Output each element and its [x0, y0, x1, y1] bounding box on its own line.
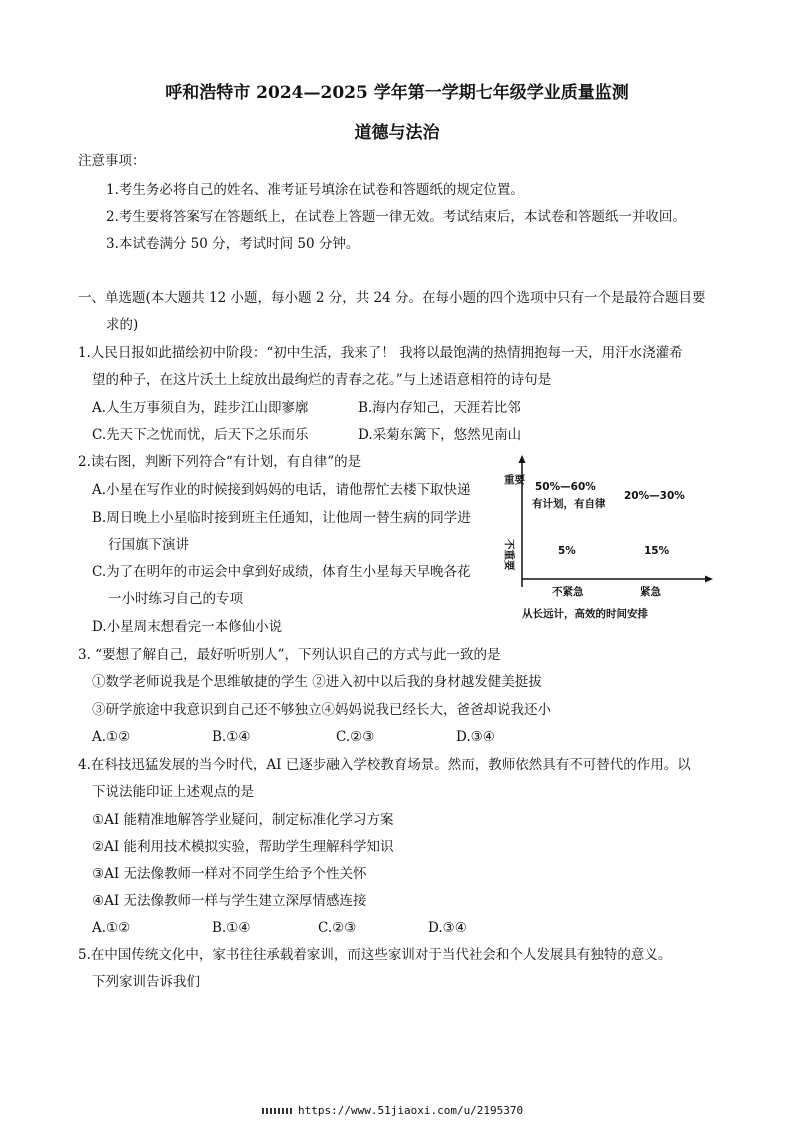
q3-option-a: A.①②	[92, 729, 131, 745]
q5-stem-line2: 下列家训告诉我们	[92, 974, 200, 990]
q5-stem-line1: 5.在中国传统文化中，家书往往承载着家训，而这些家训对于当代社会和个人发展具有独特的意义。	[78, 947, 672, 963]
notice-heading: 注意事项：	[78, 153, 146, 169]
q4-option-b: B.①④	[212, 920, 251, 936]
q4-statement-1: ①AI 能精准地解答学业疑问，制定标准化学习方案	[92, 812, 394, 828]
q3-statement-1-2: ①数学老师说我是个思维敏捷的学生 ②进入初中以后我的身材越发健美挺拔	[92, 674, 542, 690]
time-quadrant-chart	[500, 455, 725, 630]
q2-option-d: D.小星周末想看完一本修仙小说	[92, 619, 283, 635]
exam-title: 呼和浩特市 2024—2025 学年第一学期七年级学业质量监测	[165, 83, 629, 103]
q3-option-b: B.①④	[212, 729, 251, 745]
q1-option-a: A.人生万事须自为，跬步江山即寥廓	[92, 400, 309, 416]
q2-option-c-line1: C.为了在明年的市运会中拿到好成绩，体育生小星每天早晚各花	[92, 564, 471, 580]
q2-stem: 2.读右图，判断下列符合“有计划，有自律”的是	[78, 454, 362, 470]
section-heading-cont: 求的)	[106, 317, 139, 333]
cell-important-not-urgent: 50%—60%	[535, 481, 596, 493]
cell-important-urgent: 20%—30%	[624, 490, 685, 502]
q3-stem: 3. “要想了解自己，最好听听别人”，下列认识自己的方式与此一致的是	[78, 647, 501, 663]
q1-option-d: D.采菊东篱下，悠然见南山	[358, 427, 522, 443]
y-label-important-1: 重要	[504, 474, 525, 486]
cell-unimportant-urgent: 15%	[644, 545, 670, 557]
q2-option-b-line2: 行国旗下演讲	[108, 537, 189, 553]
cell-important-not-urgent-note: 有计划，有自律	[532, 498, 606, 510]
q1-option-c: C.先天下之忧而忧，后天下之乐而乐	[92, 427, 309, 443]
q4-option-d: D.③④	[428, 920, 467, 936]
q4-stem-line2: 下说法能印证上述观点的是	[92, 784, 254, 800]
section-heading: 一、单选题(本大题共 12 小题，每小题 2 分，共 24 分。在每小题的四个选项中只有一个是最符合题目要	[78, 290, 706, 306]
x-axis-arrow	[705, 576, 713, 583]
q4-option-c: C.②③	[318, 920, 357, 936]
q2-option-b-line1: B.周日晚上小星临时接到班主任通知，让他周一替生病的同学进	[92, 510, 471, 526]
subject-title: 道德与法治	[354, 123, 440, 143]
notice-item-3: 3.本试卷满分 50 分，考试时间 50 分钟。	[106, 236, 360, 252]
footer-url: https://www.51jiaoxi.com/u/2195370	[298, 1104, 524, 1117]
q4-statement-3: ③AI 无法像教师一样对不同学生给予个性关怀	[92, 866, 367, 882]
notice-item-2: 2.考生要将答案写在答题纸上，在试卷上答题一律无效。考试结束后，本试卷和答题纸一并收回。	[106, 209, 686, 225]
q1-option-b: B.海内存知己，天涯若比邻	[358, 400, 521, 416]
q2-option-c-line2: 一小时练习自己的专项	[108, 591, 243, 607]
q4-stem-line1: 4.在科技迅猛发展的当今时代，AI 已逐步融入学校教育场景。然而，教师依然具有不可替代的作用。以	[78, 757, 691, 773]
y-label-unimportant: 不重要	[503, 539, 515, 571]
q4-statement-2: ②AI 能利用技术模拟实验，帮助学生理解科学知识	[92, 839, 394, 855]
q1-stem-line1: 1.人民日报如此描绘初中阶段：“初中生活，我来了！ 我将以最饱满的热情拥抱每一天，用汗水浇灌希	[78, 345, 683, 361]
q4-option-a: A.①②	[92, 920, 131, 936]
cell-unimportant-not-urgent: 5%	[558, 545, 576, 557]
x-label-not-urgent: 不紧急	[552, 586, 584, 598]
q1-stem-line2: 望的种子，在这片沃土上绽放出最绚烂的青春之花。”与上述语意相符的诗句是	[92, 372, 552, 388]
notice-item-1: 1.考生务必将自己的姓名、准考证号填涂在试卷和答题纸的规定位置。	[106, 182, 524, 198]
y-axis-arrow	[519, 455, 526, 463]
q3-statement-3-4: ③研学旅途中我意识到自己还不够独立④妈妈说我已经长大，爸爸却说我还小	[92, 702, 551, 718]
x-label-urgent: 紧急	[640, 586, 661, 598]
q2-option-a: A.小星在写作业的时候接到妈妈的电话，请他帮忙去楼下取快递	[92, 482, 471, 498]
chart-caption: 从长远计，高效的时间安排	[522, 608, 648, 620]
watermark-logo	[262, 1108, 294, 1114]
q3-option-d: D.③④	[456, 729, 495, 745]
q4-statement-4: ④AI 无法像教师一样与学生建立深厚情感连接	[92, 893, 367, 909]
q3-option-c: C.②③	[336, 729, 375, 745]
footer-watermark	[262, 1104, 523, 1117]
